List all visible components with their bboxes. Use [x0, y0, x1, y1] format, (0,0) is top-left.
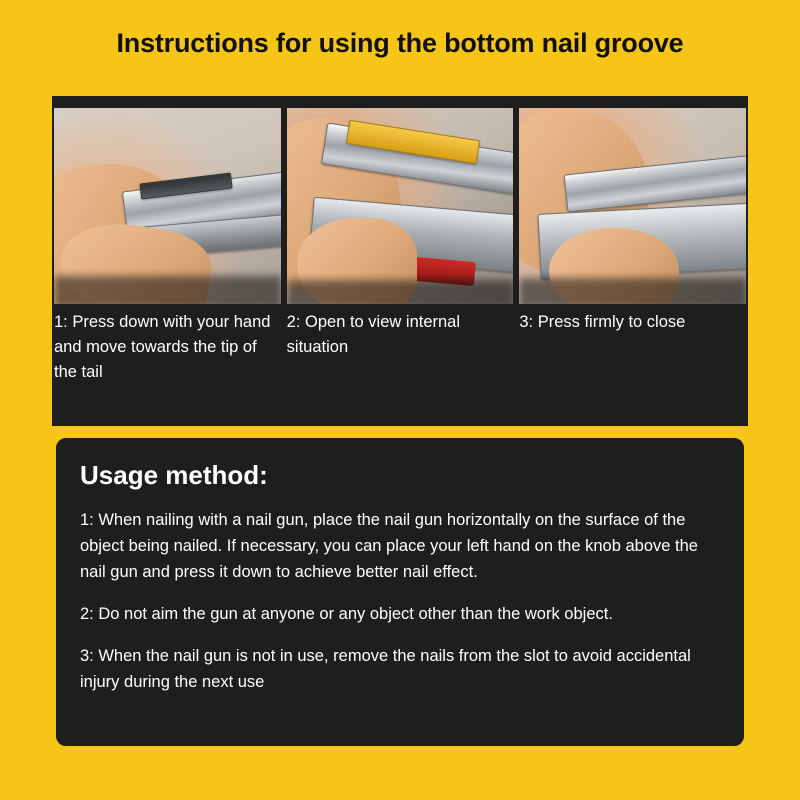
photo-shadow	[287, 280, 514, 304]
page-title: Instructions for using the bottom nail groove	[116, 28, 684, 58]
step-caption-1: 1: Press down with your hand and move towards the tip of the tail	[54, 313, 271, 382]
usage-method-heading: Usage method:	[80, 460, 268, 490]
step-caption-row	[52, 310, 748, 385]
photo-shadow	[519, 278, 746, 304]
step-photo-3	[519, 108, 746, 304]
usage-method-card	[52, 434, 748, 750]
steps-panel	[52, 96, 748, 426]
usage-paragraph-3: 3: When the nail gun is not in use, remove the nails from the slot to avoid accidental injury during the next use	[80, 647, 691, 692]
usage-paragraph-2: 2: Do not aim the gun at anyone or any object other than the work object.	[80, 605, 613, 624]
step-caption-2: 2: Open to view internal situation	[286, 313, 461, 357]
usage-paragraph-1: 1: When nailing with a nail gun, place the nail gun horizontally on the surface of the object being nailed. If necessary, you can place your left hand on the knob above the nail gun and press it down to achieve better nail effect.	[80, 511, 698, 582]
step-photo-2	[287, 108, 514, 304]
step-photo-row	[52, 108, 748, 304]
step-caption-3: 3: Press firmly to close	[519, 313, 686, 331]
photo-shadow	[54, 276, 281, 304]
step-photo-1	[54, 108, 281, 304]
